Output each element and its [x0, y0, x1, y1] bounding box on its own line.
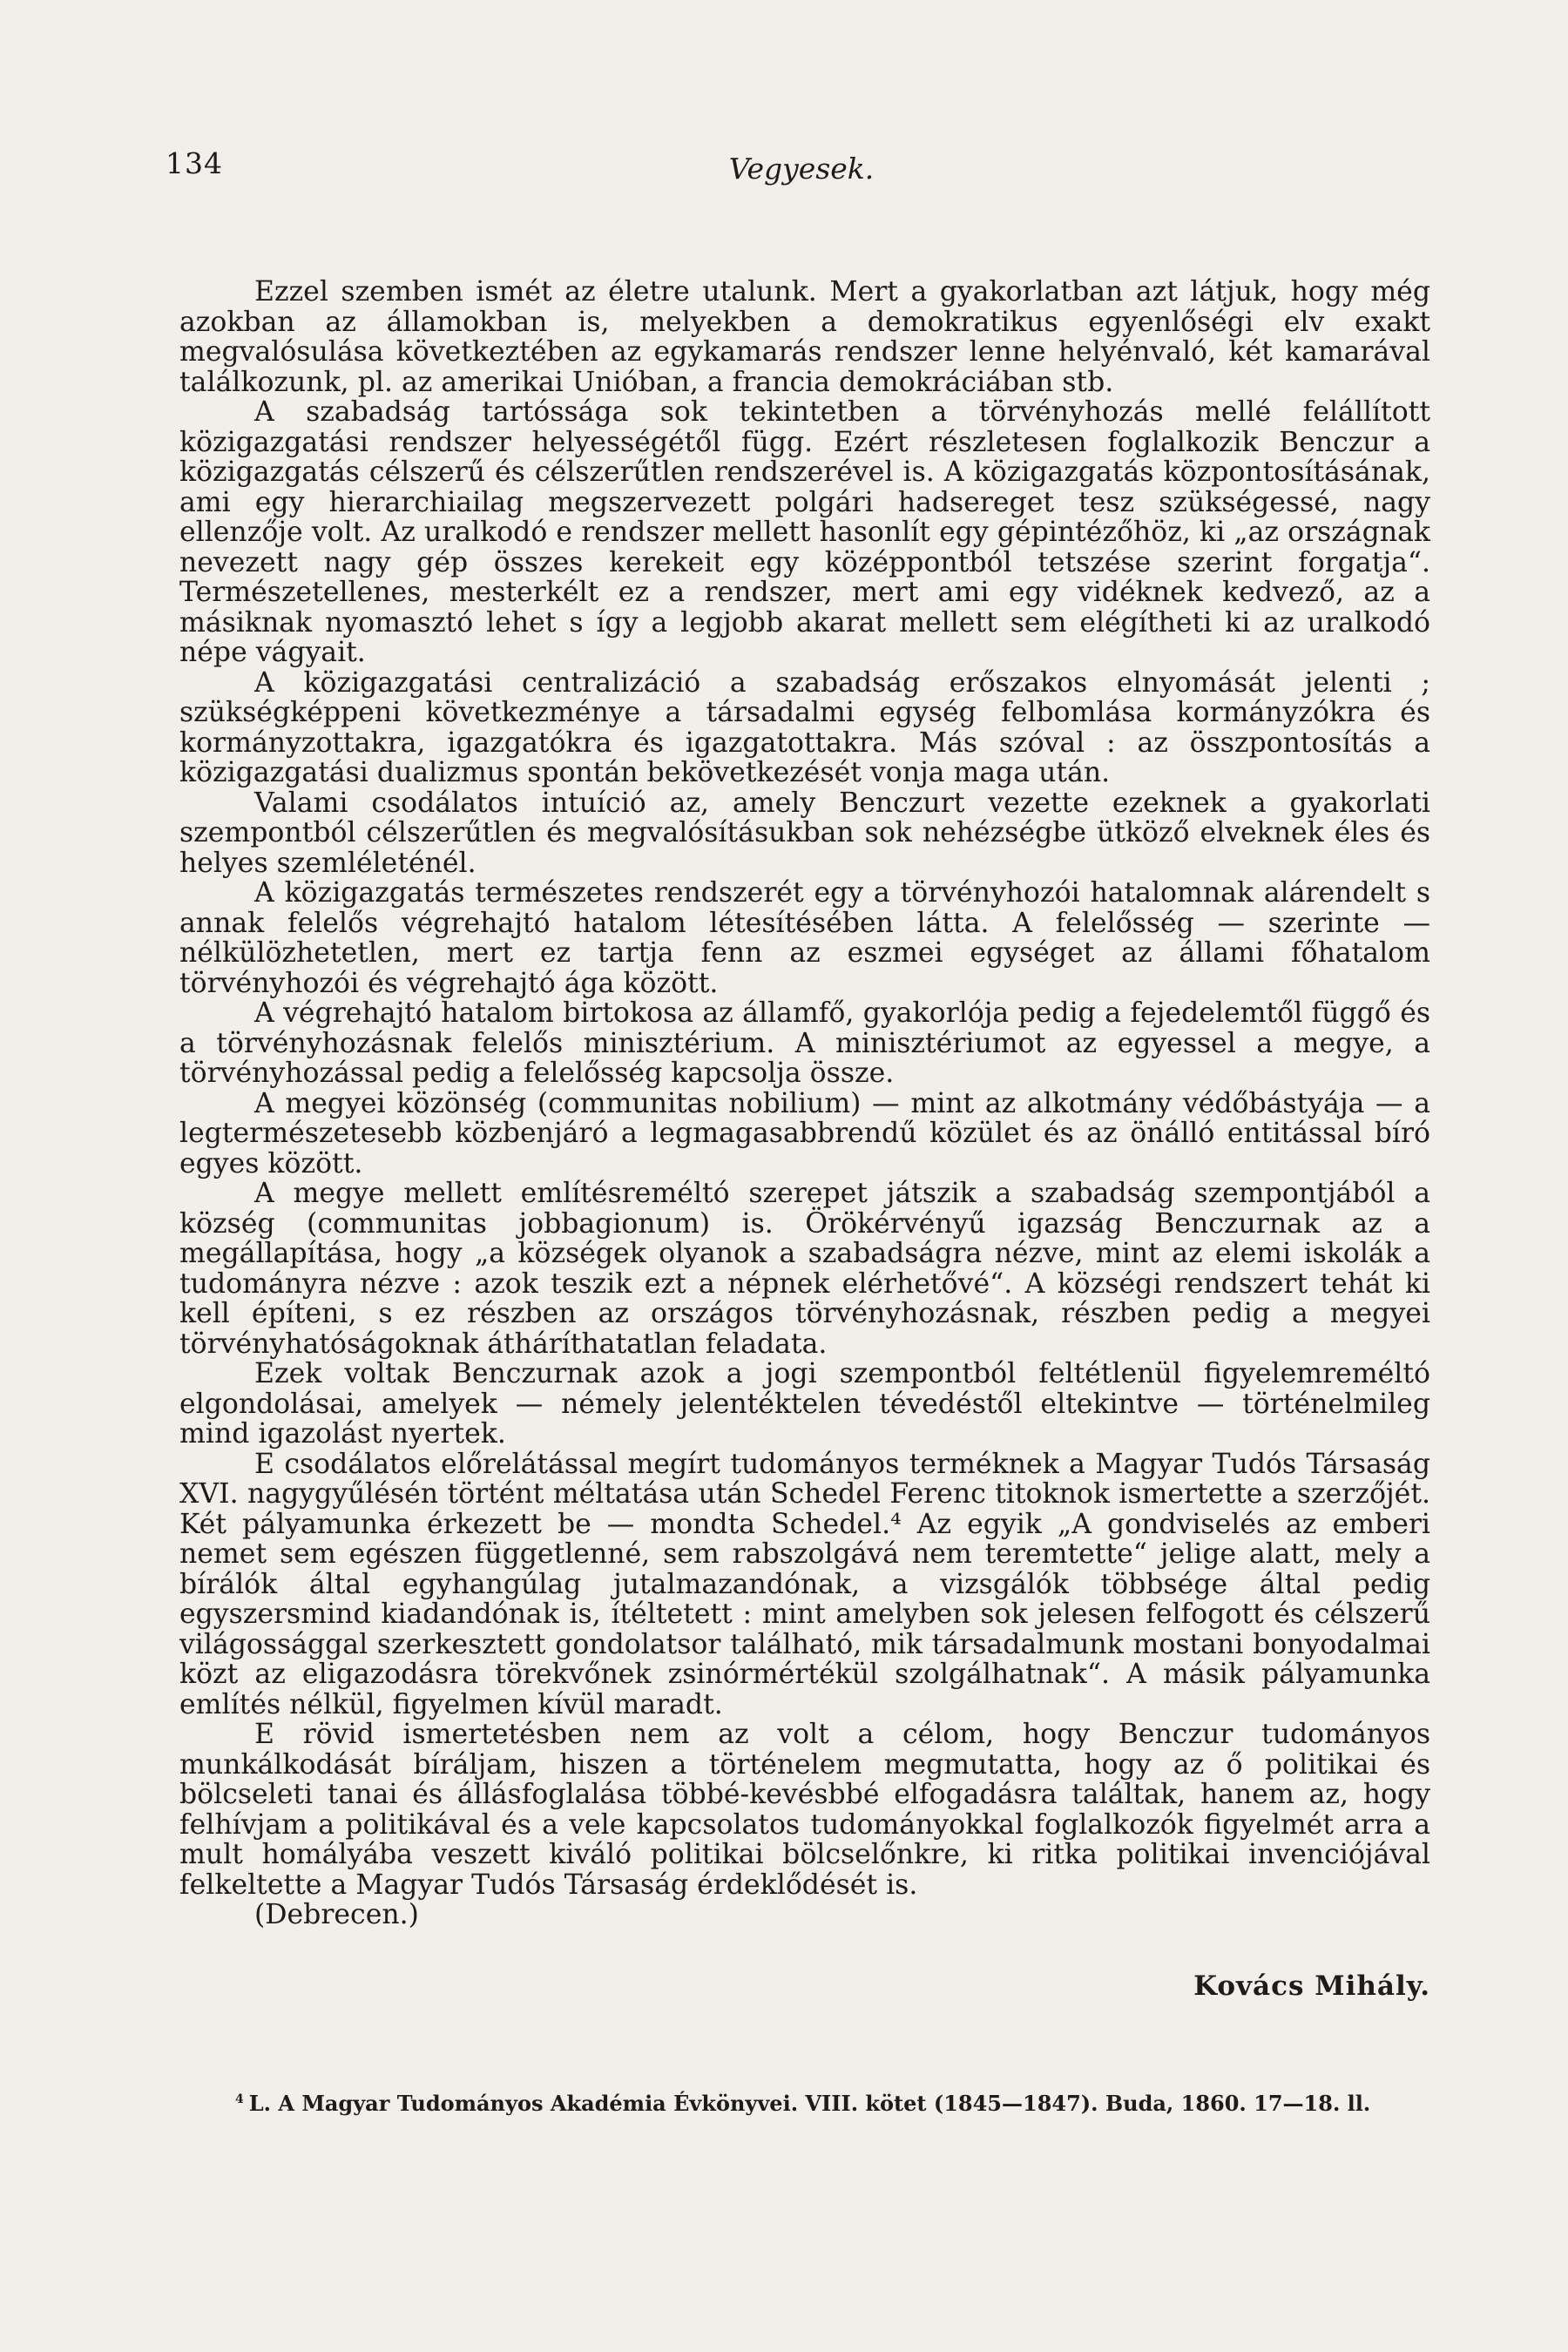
page-header: [166, 146, 1437, 199]
author-signature: Kovács Mihály.: [1193, 1970, 1430, 2002]
footnote-text: L. A Magyar Tudományos Akadémia Évkönyvei. VIII. kötet (1845—1847). Buda, 1860. 17—18. ll.: [248, 2091, 1371, 2116]
paragraph: A közigazgatási centralizáció a szabadság erőszakos elnyomását jelenti ; szükségképpeni következménye a társadalmi egység felbomlása kormányzókra és kormányzottakra, igazgatókra és igazgatottakra. Más szóval : az összpontosítás a közigazgatási dualizmus spontán bekövetkezését vonja maga után.: [179, 666, 1430, 788]
paragraph: Valami csodálatos intuíció az, amely Benczurt vezette ezeknek a gyakorlati szempontból célszerűtlen és megvalósításukban sok nehézségbe ütköző elveknek éles és helyes szemléleténél.: [179, 787, 1430, 879]
footnote-marker: 4: [235, 2092, 244, 2106]
place-note: (Debrecen.): [254, 1899, 419, 1930]
paragraph: A közigazgatás természetes rendszerét egy a törvényhozói hatalomnak alárendelt s annak felelős végrehajtó hatalom létesítésében látta. A felelősség — szerinte — nélkülözhetetlen, mert ez tartja fenn az eszmei egységet az állami főhatalom törvényhozói és végrehajtó ága között.: [179, 877, 1430, 999]
paragraph: A megye mellett említésreméltó szerepet játszik a szabadság szempontjából a község (communitas jobbagionum) is. Örökérvényű igazság Benczurnak az a megállapítása, hogy „a községek olyanok a szabadságra nézve, mint az elemi iskolák a tudományra nézve : azok teszik ezt a népnek elérhetővé“. A községi rendszert tehát ki kell építeni, s ez részben az országos törvényhozásnak, részben pedig a megyei törvényhatóságoknak átháríthatatlan feladata.: [179, 1178, 1430, 1360]
paragraph: Ezzel szemben ismét az életre utalunk. Mert a gyakorlatban azt látjuk, hogy még azokban az államokban is, melyekben a demokratikus egyenlőségi elv exakt megvalósulása következtében az egykamarás rendszer lenne helyénvaló, két kamarával találkozunk, pl. az amerikai Unióban, a francia demokráciában stb.: [179, 276, 1430, 398]
paragraph: E csodálatos előrelátással megírt tudományos terméknek a Magyar Tudós Társaság XVI. nagygyűlésén történt méltatása után Schedel Ferenc titoknok ismertette a szerzőjét. Két pályamunka érkezett be — mondta Schedel.⁴ Az egyik „A gondviselés az emberi nemet sem egészen függetlenné, sem rabszolgává nem teremtette“ jelige alatt, mely a bírálók által egyhangúlag jutalmazandónak, a vizsgálók többsége által pedig egyszersmind kiadandónak is, ítéltetett : mint amelyben sok jelesen felfogott és célszerű világossággal szerkesztett gondolatsor található, mik társadalmunk mostani bonyodalmai közt az eligazodásra törekvőnek zsinórmértékül szolgálhatnak“. A másik pályamunka említés nélkül, figyelmen kívül maradt.: [179, 1448, 1430, 1720]
paragraph: A szabadság tartóssága sok tekintetben a törvényhozás mellé felállított közigazgatási rendszer helyességétől függ. Ezért részletesen foglalkozik Benczur a közigazgatás célszerű és célszerűtlen rendszerével is. A közigazgatás központosításának, ami egy hierarchiailag megszervezett polgári hadsereget tesz szükségessé, nagy ellenzője volt. Az uralkodó e rendszer mellett hasonlít egy gépintézőhöz, ki „az országnak nevezett nagy gép összes kerekeit egy középpontból tetszése szerint forgatja“. Természetellenes, mesterkélt ez a rendszer, mert ami egy vidéknek kedvező, az a másiknak nyomasztó lehet s így a legjobb akarat mellett sem elégítheti ki az uralkodó népe vágyait.: [179, 396, 1430, 668]
footnote: [179, 2087, 1430, 2116]
paragraph: E rövid ismertetésben nem az volt a célom, hogy Benczur tudományos munkálkodását bíráljam, hiszen a történelem megmutatta, hogy az ő politikai és bölcseleti tanai és állásfoglalása többé-kevésbbé elfogadásra találtak, hanem az, hogy felhívjam a politikával és a vele kapcsolatos tudományokkal foglalkozók figyelmét arra a mult homályába veszett kiváló politikai bölcselőnkre, ki ritka politikai invenciójával felkeltette a Magyar Tudós Társaság érdeklődését is.: [179, 1719, 1430, 1901]
article-body: [179, 277, 1430, 1930]
paragraph: Ezek voltak Benczurnak azok a jogi szempontból feltétlenül figyelemreméltó elgondolásai, amelyek — némely jelentéktelen tévedéstől eltekintve — történelmileg mind igazolást nyertek.: [179, 1358, 1430, 1450]
running-title: Vegyesek.: [728, 152, 875, 186]
paragraph: A megyei közönség (communitas nobilium) — mint az alkotmány védőbástyája — a legtermészetesebb közbenjáró a legmagasabbrendű közület és az önálló entitással bíró egyes között.: [179, 1087, 1430, 1179]
page-number: 134: [166, 146, 223, 180]
paragraph: A végrehajtó hatalom birtokosa az államfő, gyakorlója pedig a fejedelemtől függő és a törvényhozásnak felelős minisztérium. A minisztériumot az egyessel a megye, a törvényhozással pedig a felelősség kapcsolja össze.: [179, 997, 1430, 1089]
